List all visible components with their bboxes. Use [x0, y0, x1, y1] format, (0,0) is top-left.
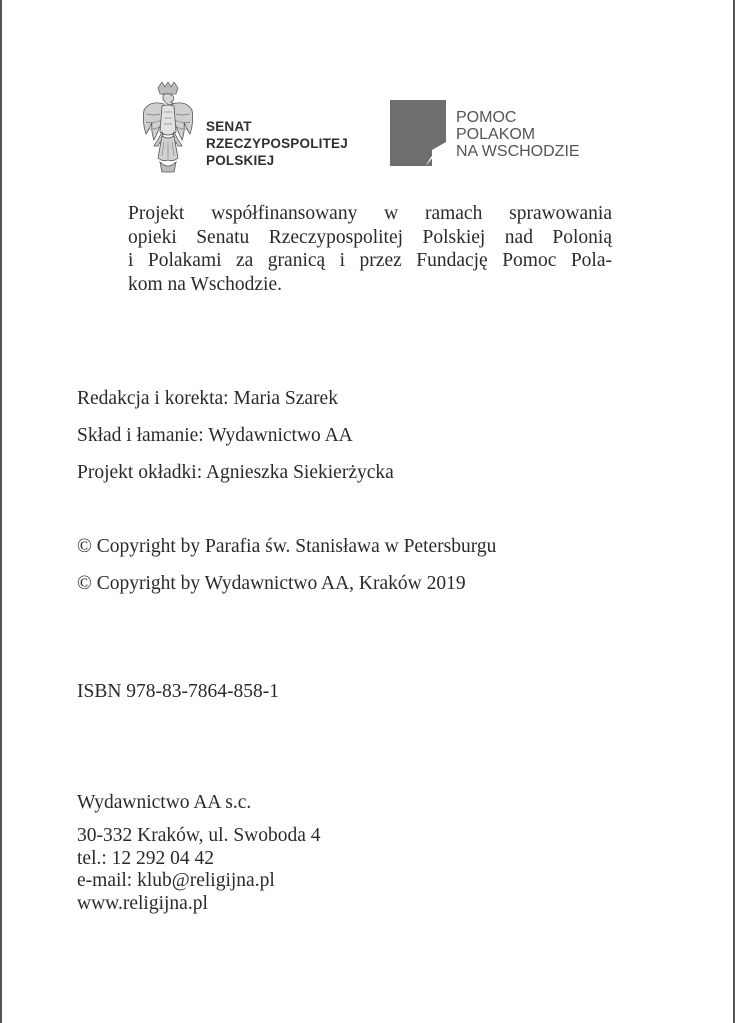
- copyright-line: © Copyright by Parafia św. Stanisława w Petersburgu: [77, 536, 497, 557]
- typesetting-credit: Skład i łamanie: Wydawnictwo AA: [77, 425, 353, 446]
- pomoc-logo-line: NA WSCHODZIE: [456, 143, 580, 160]
- pomoc-logo-line: POMOC: [456, 109, 517, 126]
- funding-note-line: Projekt współfinansowany w ramach sprawowania: [128, 203, 612, 224]
- publisher-website: www.religijna.pl: [77, 892, 208, 914]
- senat-logo: [140, 82, 370, 174]
- funding-note-line: kom na Wschodzie.: [128, 273, 282, 295]
- grey-square-logo-icon: [390, 100, 446, 166]
- funding-note-line: opieki Senatu Rzeczypospolitej Polskiej nad Polonią: [128, 226, 612, 248]
- funding-note: [128, 202, 612, 296]
- publisher-address: 30-332 Kraków, ul. Swoboda 4: [77, 825, 321, 846]
- copyright-block: [77, 528, 496, 602]
- copyright-line: © Copyright by Wydawnictwo AA, Kraków 2019: [77, 573, 466, 594]
- pomoc-logo-line: POLAKOM: [456, 126, 536, 143]
- isbn: ISBN 978-83-7864-858-1: [77, 681, 280, 702]
- editing-credit: Redakcja i korekta: Maria Szarek: [77, 388, 338, 409]
- publisher-email: e-mail: klub@religijna.pl: [77, 870, 275, 891]
- senat-logo-line: SENAT: [206, 119, 252, 134]
- pomoc-polakom-logo: [390, 100, 630, 166]
- pomoc-logo-text: [456, 109, 580, 160]
- publisher-phone: tel.: 12 292 04 42: [77, 847, 215, 869]
- funding-note-line: i Polakami za granicą i przez Fundację Pomoc Pola-: [128, 250, 612, 271]
- white-eagle-emblem-icon: [140, 82, 196, 174]
- publisher-name: Wydawnictwo AA s.c.: [77, 792, 252, 813]
- senat-logo-line: POLSKIEJ: [206, 153, 275, 168]
- credits: [77, 380, 394, 491]
- senat-logo-text: [206, 118, 348, 169]
- cover-credit: Projekt okładki: Agnieszka Siekierżycka: [77, 462, 394, 483]
- senat-logo-line: RZECZYPOSPOLITEJ: [206, 136, 348, 151]
- publisher-contact: [77, 825, 321, 915]
